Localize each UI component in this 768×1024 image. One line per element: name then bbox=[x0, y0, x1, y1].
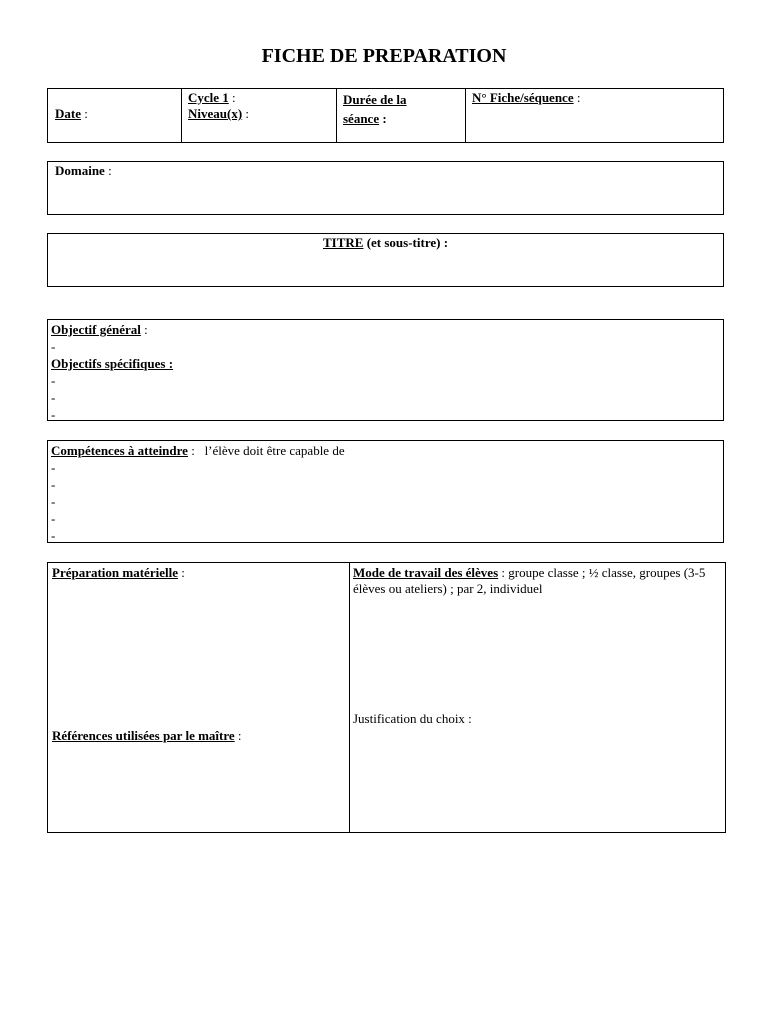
preparation-suffix: : bbox=[177, 565, 185, 580]
references-label: Références utilisées par le maître bbox=[52, 728, 235, 743]
references-suffix: : bbox=[234, 728, 242, 743]
bottom-table bbox=[47, 562, 726, 833]
preparation-cell[interactable] bbox=[48, 563, 349, 832]
competences-suffix: : l’élève doit être capable de bbox=[187, 443, 345, 458]
page-title: FICHE DE PREPARATION bbox=[261, 45, 507, 67]
fiche-label: N° Fiche/séquence bbox=[472, 90, 574, 105]
header-table bbox=[47, 88, 724, 143]
competences-label: Compétences à atteindre bbox=[51, 443, 188, 458]
niveau-label: Niveau(x) bbox=[188, 106, 243, 121]
objectif-general-item: - bbox=[51, 339, 56, 354]
preparation-label: Préparation matérielle bbox=[52, 565, 178, 580]
mode-travail-label: Mode de travail des élèves bbox=[353, 565, 499, 580]
fiche-cell[interactable] bbox=[465, 89, 723, 142]
titre-label: TITRE bbox=[322, 235, 364, 250]
date-label: Date bbox=[55, 106, 81, 121]
competence-item: - bbox=[51, 460, 56, 475]
competence-item: - bbox=[51, 528, 56, 543]
titre-box[interactable] bbox=[47, 233, 724, 287]
competence-item: - bbox=[51, 477, 56, 492]
competence-item: - bbox=[51, 511, 56, 526]
competences-box[interactable] bbox=[47, 440, 724, 543]
cycle-label: Cycle 1 bbox=[188, 90, 229, 105]
domaine-suffix: : bbox=[104, 163, 112, 178]
objectifs-box[interactable] bbox=[47, 319, 724, 421]
competence-item: - bbox=[51, 494, 56, 509]
fiche-suffix: : bbox=[573, 90, 581, 105]
duree-label-line1: Durée de la bbox=[343, 92, 407, 107]
justification-label: Justification du choix : bbox=[353, 711, 472, 726]
duree-cell[interactable] bbox=[336, 89, 465, 142]
titre-suffix: (et sous-titre) : bbox=[363, 235, 449, 250]
domaine-label: Domaine bbox=[55, 163, 105, 178]
objectifs-specifiques-label: Objectifs spécifiques : bbox=[51, 356, 174, 371]
date-cell[interactable] bbox=[48, 89, 181, 142]
mode-travail-text: : groupe classe ; ½ classe, groupes (3-5 élèves ou ateliers) ; par 2, individuel bbox=[353, 565, 706, 596]
objectif-general-label: Objectif général bbox=[51, 322, 141, 337]
objectif-specifique-item: - bbox=[51, 407, 56, 422]
domaine-box[interactable] bbox=[47, 161, 724, 215]
objectif-general-suffix: : bbox=[140, 322, 148, 337]
duree-label-line2: séance bbox=[343, 111, 380, 126]
mode-travail-cell[interactable] bbox=[349, 563, 725, 832]
cycle-niveau-cell[interactable] bbox=[181, 89, 336, 142]
objectif-specifique-item: - bbox=[51, 373, 56, 388]
date-suffix: : bbox=[81, 106, 88, 121]
duree-suffix: : bbox=[379, 111, 387, 126]
niveau-suffix: : bbox=[242, 106, 250, 121]
cycle-suffix: : bbox=[228, 90, 236, 105]
objectif-specifique-item: - bbox=[51, 390, 56, 405]
